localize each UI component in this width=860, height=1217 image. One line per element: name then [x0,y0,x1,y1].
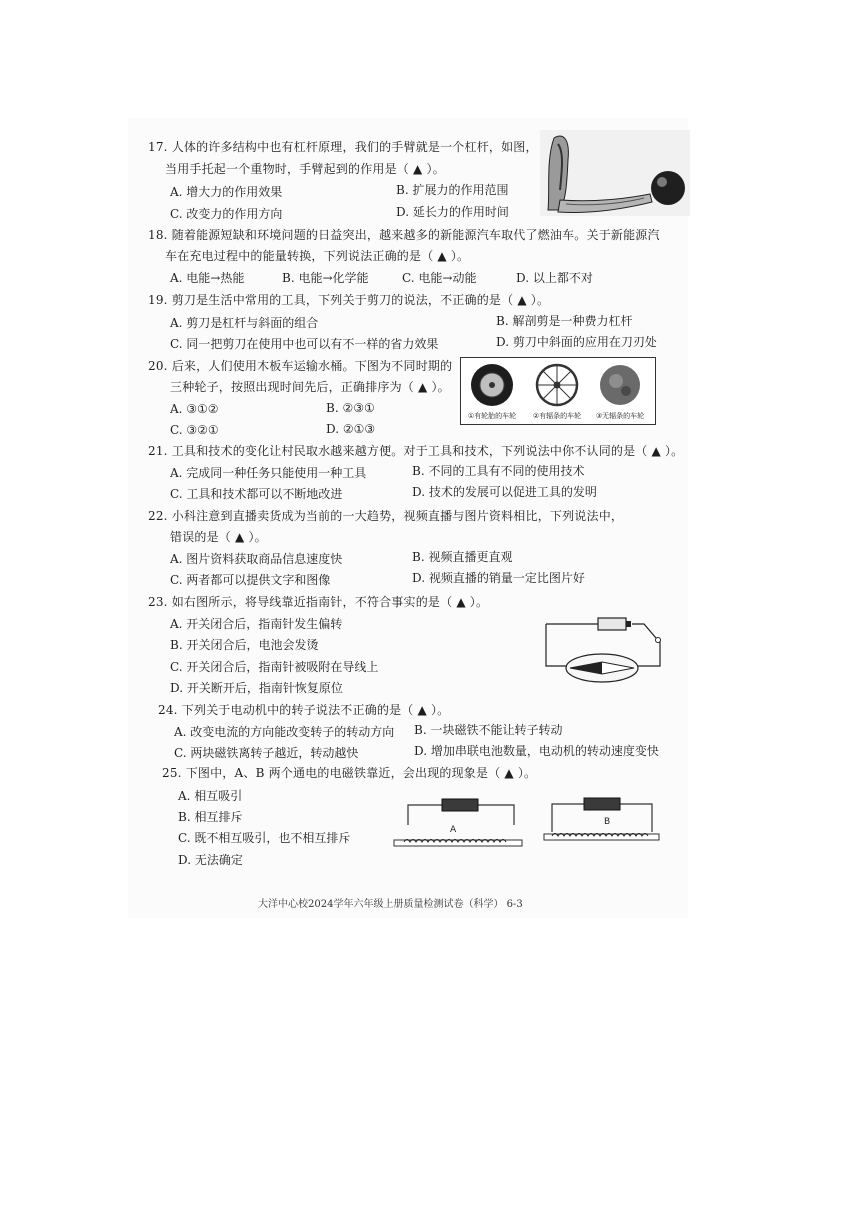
q25-option-d: D. 无法确定 [178,853,243,867]
switch-symbol [632,624,656,638]
battery-symbol [598,618,631,630]
q20-option-b: B. ②③① [326,401,375,415]
q25-option-a: A. 相互吸引 [178,789,243,803]
electromagnet-a-label: A [450,825,457,835]
q17-stem-line2: 当用手托起一个重物时，手臂起到的作用是（ ▲ ）。 [165,162,445,176]
q19-option-b: B. 解剖剪是一种费力杠杆 [496,314,633,328]
q24-option-d: D. 增加串联电池数量，电动机的转动速度变快 [414,744,659,758]
q18-option-c: C. 电能→动能 [402,271,477,285]
q19-option-c: C. 同一把剪刀在使用中也可以有不一样的省力效果 [170,337,439,351]
q18-option-d: D. 以上都不对 [516,271,593,285]
q20-option-c: C. ③②① [170,423,219,437]
q17-option-d: D. 延长力的作用时间 [396,205,509,219]
q17-stem-line1: 17. 人体的许多结构中也有杠杆原理，我们的手臂就是一个杠杆，如图， [148,140,538,154]
q19-option-d: D. 剪刀中斜面的应用在刀刃处 [496,335,657,349]
q24-option-a: A. 改变电流的方向能改变转子的转动方向 [174,725,395,739]
q22-option-a: A. 图片资料获取商品信息速度快 [170,552,343,566]
q22-option-b: B. 视频直播更直观 [412,550,513,564]
electromagnet-a-wire [402,795,520,827]
q23-option-a: A. 开关闭合后，指南针发生偏转 [170,617,343,631]
electromagnet-b-label: B [604,817,611,827]
q18-stem-line1: 18. 随着能源短缺和环境问题的日益突出，越来越多的新能源汽车取代了燃油车。关于新能源汽 [148,228,660,242]
wheel-label-3: ③无辐条的车轮 [595,412,645,420]
compass-icon [566,654,638,682]
arm-lever-illustration [540,130,690,216]
q20-stem-line2: 三种轮子，按照出现时间先后，正确排序为（ ▲ ）。 [170,380,450,394]
q21-option-d: D. 技术的发展可以促进工具的发明 [412,485,597,499]
page-footer: 大洋中心校2024学年六年级上册质量检测试卷（科学） 6-3 [258,899,523,910]
q25-option-c: C. 既不相互吸引，也不相互排斥 [178,831,351,845]
q17-option-c: C. 改变力的作用方向 [170,207,283,221]
q21-option-b: B. 不同的工具有不同的使用技术 [412,464,585,478]
q17-option-b: B. 扩展力的作用范围 [396,183,509,197]
q23-stem: 23. 如右图所示，将导线靠近指南针，不符合事实的是（ ▲ ）。 [148,595,489,609]
q18-option-a: A. 电能→热能 [170,271,245,285]
q19-stem: 19. 剪刀是生活中常用的工具，下列关于剪刀的说法，不正确的是（ ▲ ）。 [148,293,550,307]
q24-option-b: B. 一块磁铁不能让转子转动 [414,723,563,737]
q17-option-a: A. 增大力的作用效果 [170,185,283,199]
electromagnet-b-wire [548,792,658,836]
q24-option-c: C. 两块磁铁离转子越近，转动越快 [174,746,359,760]
q21-option-a: A. 完成同一种任务只能使用一种工具 [170,466,367,480]
q22-stem-line2: 错误的是（ ▲ ）。 [170,530,267,544]
q21-option-c: C. 工具和技术都可以不断地改进 [170,487,343,501]
battery-a-symbol [442,799,478,811]
q22-stem-line1: 22. 小科注意到直播卖货成为当前的一大趋势，视频直播与图片资料相比，下列说法中， [148,509,624,523]
q20-option-a: A. ③①② [170,402,219,416]
battery-b-symbol [584,798,620,810]
q25-stem: 25. 下图中，A、B 两个通电的电磁铁靠近，会出现的现象是（ ▲ ）。 [162,766,537,780]
circuit-compass-diagram [540,612,665,692]
q18-stem-line2: 车在充电过程中的能量转换，下列说法正确的是（ ▲ ）。 [165,249,470,263]
wheels-figure [460,357,656,425]
q20-option-d: D. ②①③ [326,422,376,436]
q23-option-d: D. 开关断开后，指南针恢复原位 [170,681,343,695]
q22-option-c: C. 两者都可以提供文字和图像 [170,573,331,587]
spoked-wheel-image [537,365,577,405]
q19-option-a: A. 剪刀是杠杆与斜面的组合 [170,316,319,330]
q22-option-d: D. 视频直播的销量一定比图片好 [412,571,585,585]
q18-option-b: B. 电能→化学能 [282,271,369,285]
q20-stem-line1: 20. 后来，人们使用木板车运输水桶。下图为不同时期的 [148,359,453,373]
q23-option-b: B. 开关闭合后，电池会发烫 [170,638,319,652]
q25-option-b: B. 相互排斥 [178,810,243,824]
tire-wheel-image [471,364,513,406]
wheel-label-2: ②有辐条的车轮 [532,412,582,420]
wheel-label-1: ①有轮胎的车轮 [467,412,517,420]
solid-wheel-image [600,365,640,405]
q23-option-c: C. 开关闭合后，指南针被吸附在导线上 [170,660,379,674]
q24-stem: 24. 下列关于电动机中的转子说法不正确的是（ ▲ ）。 [158,703,450,717]
q21-stem: 21. 工具和技术的变化让村民取水越来越方便。对于工具和技术，下列说法中你不认同的是（ ▲ ）。 [148,444,684,458]
